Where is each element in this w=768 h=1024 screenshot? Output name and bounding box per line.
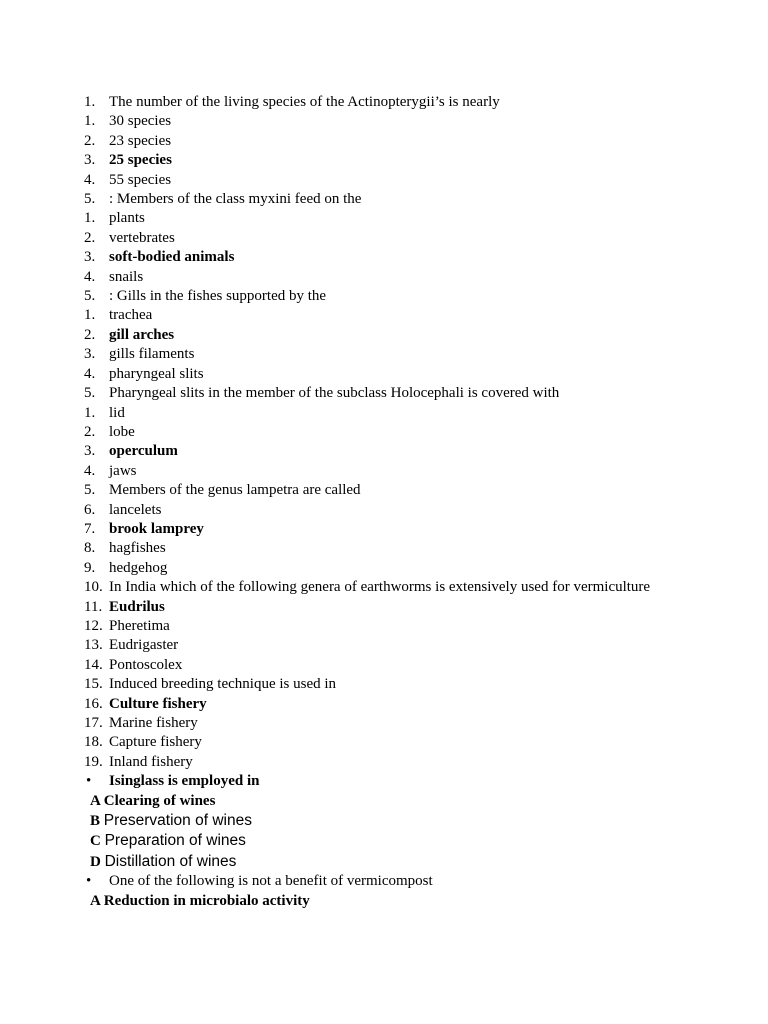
- list-item: [84, 229, 684, 248]
- list-item: [84, 423, 684, 442]
- list-item: [84, 617, 684, 636]
- option-letter: A: [90, 892, 101, 909]
- item-number: 5.: [84, 288, 96, 305]
- option-letter: B: [90, 813, 101, 830]
- item-number: 14.: [84, 656, 103, 673]
- option-row: [84, 892, 684, 911]
- list-item: [84, 442, 684, 461]
- list-item: [84, 171, 684, 190]
- item-number: 5.: [84, 191, 96, 208]
- list-item: [84, 733, 684, 752]
- bullet-item: [84, 772, 684, 791]
- item-number: 4.: [84, 171, 96, 188]
- list-item: [84, 578, 684, 597]
- answer-text: Reduction in microbialo activity: [103, 892, 310, 909]
- item-number: 3.: [84, 346, 96, 363]
- item-number: 19.: [84, 753, 103, 770]
- list-item: [84, 306, 684, 325]
- option-text: trachea: [109, 307, 153, 324]
- list-item: [84, 481, 684, 500]
- question-text: : Gills in the fishes supported by the: [109, 288, 327, 305]
- question-text: Induced breeding technique is used in: [109, 676, 337, 693]
- item-number: 4.: [84, 268, 96, 285]
- option-text: lancelets: [109, 501, 162, 518]
- item-number: 16.: [84, 695, 103, 712]
- answer-text: brook lamprey: [109, 520, 204, 537]
- item-number: 1.: [84, 113, 96, 130]
- option-text: Pheretima: [109, 617, 170, 634]
- list-item: [84, 112, 684, 131]
- question-text: : Members of the class myxini feed on the: [109, 191, 362, 208]
- option-letter: A: [90, 792, 101, 809]
- option-text: plants: [109, 210, 145, 227]
- answer-text: operculum: [109, 443, 178, 460]
- item-number: 11.: [84, 598, 103, 615]
- option-text: Distillation of wines: [104, 852, 237, 870]
- item-number: 18.: [84, 734, 103, 751]
- list-item: [84, 93, 684, 112]
- option-text: gills filaments: [109, 346, 195, 363]
- option-letter: C: [90, 833, 101, 850]
- item-number: 17.: [84, 715, 103, 731]
- option-text: 23 species: [109, 132, 172, 149]
- bullet-icon: •: [86, 873, 92, 890]
- list-item: [84, 248, 684, 267]
- option-text: snails: [109, 268, 144, 285]
- item-number: 2.: [84, 132, 96, 149]
- answer-text: Clearing of wines: [103, 792, 216, 809]
- list-item: [84, 462, 684, 481]
- list-item: [84, 132, 684, 151]
- list-item: [84, 753, 684, 772]
- list-item: [84, 714, 684, 733]
- item-number: 4.: [84, 462, 96, 479]
- item-number: 1.: [84, 94, 96, 110]
- option-text: hedgehog: [109, 559, 168, 576]
- list-item: [84, 209, 684, 228]
- item-number: 3.: [84, 443, 96, 460]
- option-row: [84, 831, 684, 851]
- list-item: [84, 190, 684, 209]
- option-row: [84, 792, 684, 811]
- question-text: Isinglass is employed in: [109, 773, 260, 790]
- option-text: vertebrates: [109, 229, 175, 246]
- question-text: In India which of the following genera of earthworms is extensively used for vermiculture: [109, 579, 651, 596]
- answer-text: 25 species: [109, 152, 172, 169]
- item-number: 2.: [84, 229, 96, 246]
- option-row: [84, 852, 684, 872]
- option-text: Marine fishery: [109, 715, 198, 731]
- option-text: lid: [109, 404, 125, 421]
- answer-text: soft-bodied animals: [109, 249, 235, 266]
- list-item: [84, 384, 684, 403]
- item-number: 10.: [84, 579, 103, 596]
- list-item: [84, 559, 684, 578]
- list-item: [84, 326, 684, 345]
- item-number: 4.: [84, 365, 96, 382]
- item-number: 1.: [84, 404, 96, 421]
- item-number: 2.: [84, 326, 96, 343]
- list-item: [84, 268, 684, 287]
- answer-text: gill arches: [109, 326, 175, 343]
- list-item: [84, 675, 684, 694]
- bullet-item: [84, 872, 684, 891]
- list-item: [84, 404, 684, 423]
- question-text: The number of the living species of the Actinopterygii’s is nearly: [109, 94, 500, 110]
- option-text: hagfishes: [109, 540, 166, 557]
- item-number: 9.: [84, 559, 96, 576]
- bullet-icon: •: [86, 773, 92, 790]
- answer-text: Eudrilus: [109, 598, 165, 615]
- answer-text: Culture fishery: [109, 695, 207, 712]
- option-row: [84, 811, 684, 831]
- list-item: [84, 151, 684, 170]
- item-number: 3.: [84, 152, 96, 169]
- item-number: 5.: [84, 482, 96, 499]
- list-item: [84, 520, 684, 539]
- item-number: 8.: [84, 540, 96, 557]
- question-text: Pharyngeal slits in the member of the subclass Holocephali is covered with: [109, 385, 560, 402]
- item-number: 15.: [84, 676, 103, 693]
- option-text: 30 species: [109, 113, 172, 130]
- option-text: 55 species: [109, 171, 172, 188]
- list-item: [84, 636, 684, 655]
- option-text: jaws: [109, 462, 137, 479]
- list-item: [84, 695, 684, 714]
- option-text: Eudrigaster: [109, 637, 179, 654]
- option-text: Inland fishery: [109, 753, 193, 770]
- list-item: [84, 365, 684, 384]
- option-text: pharyngeal slits: [109, 365, 204, 382]
- option-text: lobe: [109, 423, 135, 440]
- item-number: 3.: [84, 249, 96, 266]
- list-item: [84, 287, 684, 306]
- item-number: 7.: [84, 520, 96, 537]
- question-list: [84, 93, 684, 911]
- option-text: Preservation of wines: [103, 812, 252, 830]
- item-number: 6.: [84, 501, 96, 518]
- item-number: 1.: [84, 307, 96, 324]
- item-number: 13.: [84, 637, 103, 654]
- option-letter: D: [90, 853, 101, 870]
- list-item: [84, 501, 684, 520]
- list-item: [84, 656, 684, 675]
- list-item: [84, 598, 684, 617]
- item-number: 1.: [84, 210, 96, 227]
- list-item: [84, 345, 684, 364]
- question-text: One of the following is not a benefit of vermicompost: [109, 873, 433, 890]
- option-text: Capture fishery: [109, 734, 202, 751]
- question-text: Members of the genus lampetra are called: [109, 482, 361, 499]
- option-text: Preparation of wines: [104, 832, 246, 850]
- list-item: [84, 539, 684, 558]
- option-text: Pontoscolex: [109, 656, 183, 673]
- item-number: 12.: [84, 617, 103, 634]
- item-number: 2.: [84, 423, 96, 440]
- item-number: 5.: [84, 385, 96, 402]
